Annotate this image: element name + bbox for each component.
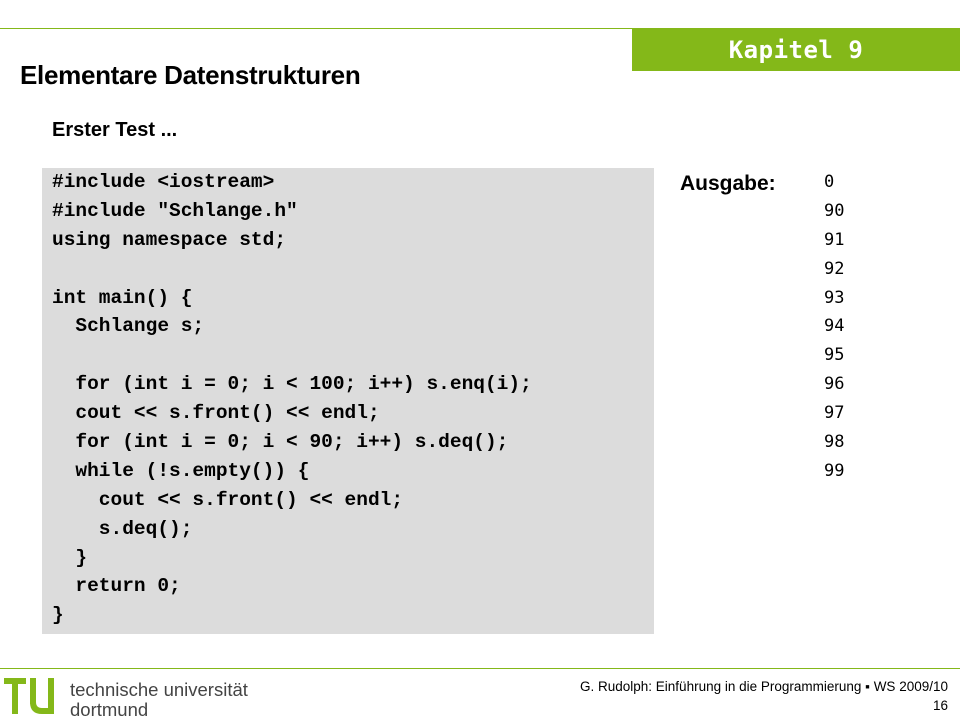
code-block <box>42 168 654 634</box>
output-value: 97 <box>824 403 845 424</box>
code-line: cout << s.front() << endl; <box>52 488 404 511</box>
output-value: 96 <box>824 374 845 395</box>
output-values <box>824 168 844 486</box>
title-area <box>0 29 632 90</box>
code-line: Schlange s; <box>52 315 205 338</box>
code-line: for (int i = 0; i < 100; i++) s.enq(i); <box>52 373 532 396</box>
code-line <box>52 255 532 284</box>
code-line: s.deq(); <box>52 517 193 540</box>
code-line: while (!s.empty()) { <box>52 459 310 482</box>
code-line: using namespace std; <box>52 228 287 251</box>
output-value: 93 <box>824 287 845 308</box>
output-value: 95 <box>824 345 845 366</box>
output-value: 98 <box>824 432 845 453</box>
output-value: 91 <box>824 229 845 250</box>
output-value: 92 <box>824 258 845 279</box>
author-course: G. Rudolph: Einführung in die Programmierung ▪ WS 2009/10 <box>580 679 948 694</box>
section-heading: Erster Test ... <box>52 119 178 141</box>
university-line-1: technische universität <box>70 679 248 700</box>
code-line: cout << s.front() << endl; <box>52 402 380 425</box>
output-label: Ausgabe: <box>680 172 776 195</box>
footer-credit <box>580 677 948 715</box>
code-line: #include "Schlange.h" <box>52 199 298 222</box>
code-line: } <box>52 604 64 627</box>
code-line <box>52 341 532 370</box>
code-line: #include <iostream> <box>52 171 275 193</box>
slide-title: Elementare Datenstrukturen <box>20 60 361 90</box>
output-value: 0 <box>824 172 835 192</box>
code-line: return 0; <box>52 575 181 598</box>
output-value: 99 <box>824 460 845 481</box>
code-lines <box>52 168 532 630</box>
code-line: } <box>52 546 88 569</box>
footer-rule <box>0 668 960 669</box>
university-line-2: dortmund <box>70 699 149 720</box>
code-line: for (int i = 0; i < 90; i++) s.deq(); <box>52 431 509 454</box>
chapter-label: Kapitel 9 <box>728 36 864 64</box>
code-line: int main() { <box>52 286 193 309</box>
chapter-banner <box>632 29 960 71</box>
output-value: 90 <box>824 200 845 221</box>
tu-logo-icon <box>4 674 64 718</box>
output-value: 94 <box>824 316 845 337</box>
university-name <box>70 680 248 720</box>
page-number: 16 <box>932 698 948 713</box>
